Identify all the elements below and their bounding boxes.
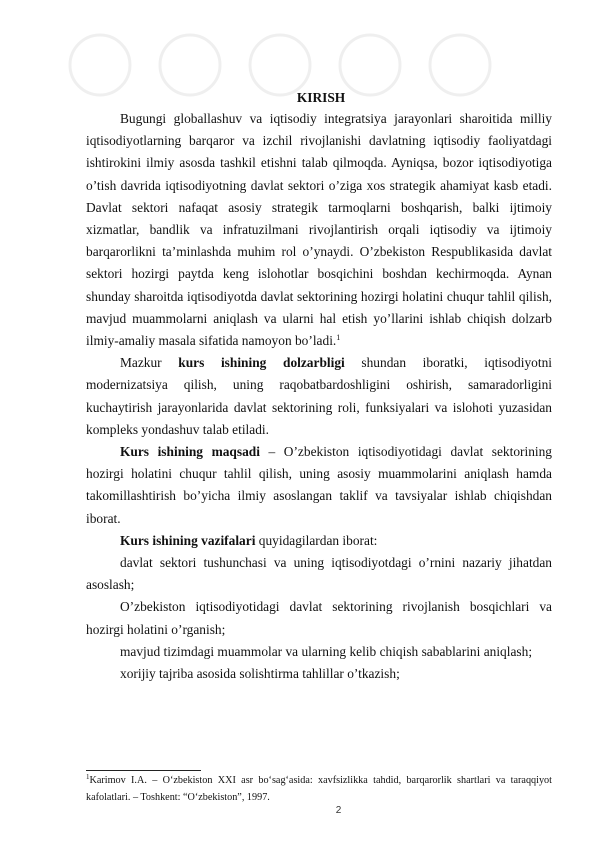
footnote bbox=[86, 772, 552, 806]
relevance-term: kurs ishining dolzarbligi bbox=[178, 355, 345, 371]
relevance-lead: Mazkur bbox=[120, 355, 179, 371]
relevance-paragraph bbox=[86, 352, 552, 441]
goal-term: Kurs ishining maqsadi bbox=[120, 444, 260, 460]
tasks-intro-paragraph bbox=[86, 530, 552, 552]
footnote-text: Karimov I.A. – O‘zbekiston XXI asr bo‘sag‘asida: xavfsizlikka tahdid, barqarorlik shartlari va taraqqiyot kafolatlari. – Toshkent: “O‘zbekiston”, 1997. bbox=[86, 775, 552, 803]
goal-text: – O’zbekiston iqtisodiyotidagi davlat sektorining hozirgi holatini chuqur tahlil qilish, uning asosiy muammolarini aniqlash hamda takomillashtirish bo’yicha ilmiy asoslangan taklif va tavsiyalar ishlab chiqishdan iborat. bbox=[86, 444, 552, 526]
task-item: mavjud tizimdagi muammolar va ularning kelib chiqish sabablarini aniqlash; bbox=[120, 643, 533, 659]
tasks-term: Kurs ishining vazifalari bbox=[120, 532, 256, 548]
tasks-intro-text: quyidagilardan iborat: bbox=[255, 532, 378, 548]
document-body bbox=[86, 88, 552, 685]
footnote-reference: 1 bbox=[336, 333, 341, 343]
task-item: davlat sektori tushunchasi va uning iqtisodiyotdagi o’rnini nazariy jihatdan asoslash; bbox=[86, 555, 552, 593]
footnote-number: 1 bbox=[86, 773, 90, 781]
footnote-divider bbox=[86, 770, 201, 771]
page-number: 2 bbox=[335, 805, 342, 816]
intro-paragraph-text: Bugungi globallashuv va iqtisodiy integratsiya jarayonlari sharoitida milliy iqtisodiyotlarning barqaror va izchil rivojlanishi davlatning iqtisodiy faoliyatdagi ishtirokini ilmiy asosda tashkil etishni talab qilmoqda. Ayniqsa, bozor iqtisodiyotiga o’tish davrida iqtisodiyotning davlat sektori o’ziga xos strategik ahamiyat kasb etadi. Davlat sektori nafaqat asosiy strategik tarmoqlarni boshqarish, balki ijtimoiy xizmatlar, bandlik va infratuzilmani rivojlantirish orqali iqtisodiy va ijtimoiy barqarorlikni ta’minlashda muhim rol o’ynaydi. O’zbekiston Respublikasida davlat sektori hozirgi paytda keng islohotlar bosqichini boshdan kechirmoqda. Aynan shunday sharoitda iqtisodiyotda davlat sektorining hozirgi holatini chuqur tahlil qilish, mavjud muammolarni aniqlash va ularni hal etish yo’llarini ishlab chiqish dolzarb ilmiy-amaliy masala sifatida namoyon bo’ladi. bbox=[86, 111, 552, 349]
task-item: O’zbekiston iqtisodiyotidagi davlat sektorining rivojlanish bosqichlari va hozirgi holatini o’rganish; bbox=[86, 599, 552, 637]
page-title: KIRISH bbox=[296, 90, 346, 105]
intro-paragraph bbox=[86, 108, 552, 352]
goal-paragraph bbox=[86, 441, 552, 530]
task-item: xorijiy tajriba asosida solishtirma tahlillar o’tkazish; bbox=[120, 666, 400, 682]
relevance-text: shundan iboratki, iqtisodiyotni modernizatsiya qilish, uning raqobatbardoshligini oshirish, samaradorligini kuchaytirish jarayonlarida davlat sektorining roli, funksiyalari va islohoti yuzasidan kompleks yondashuv talab etiladi. bbox=[86, 355, 552, 437]
